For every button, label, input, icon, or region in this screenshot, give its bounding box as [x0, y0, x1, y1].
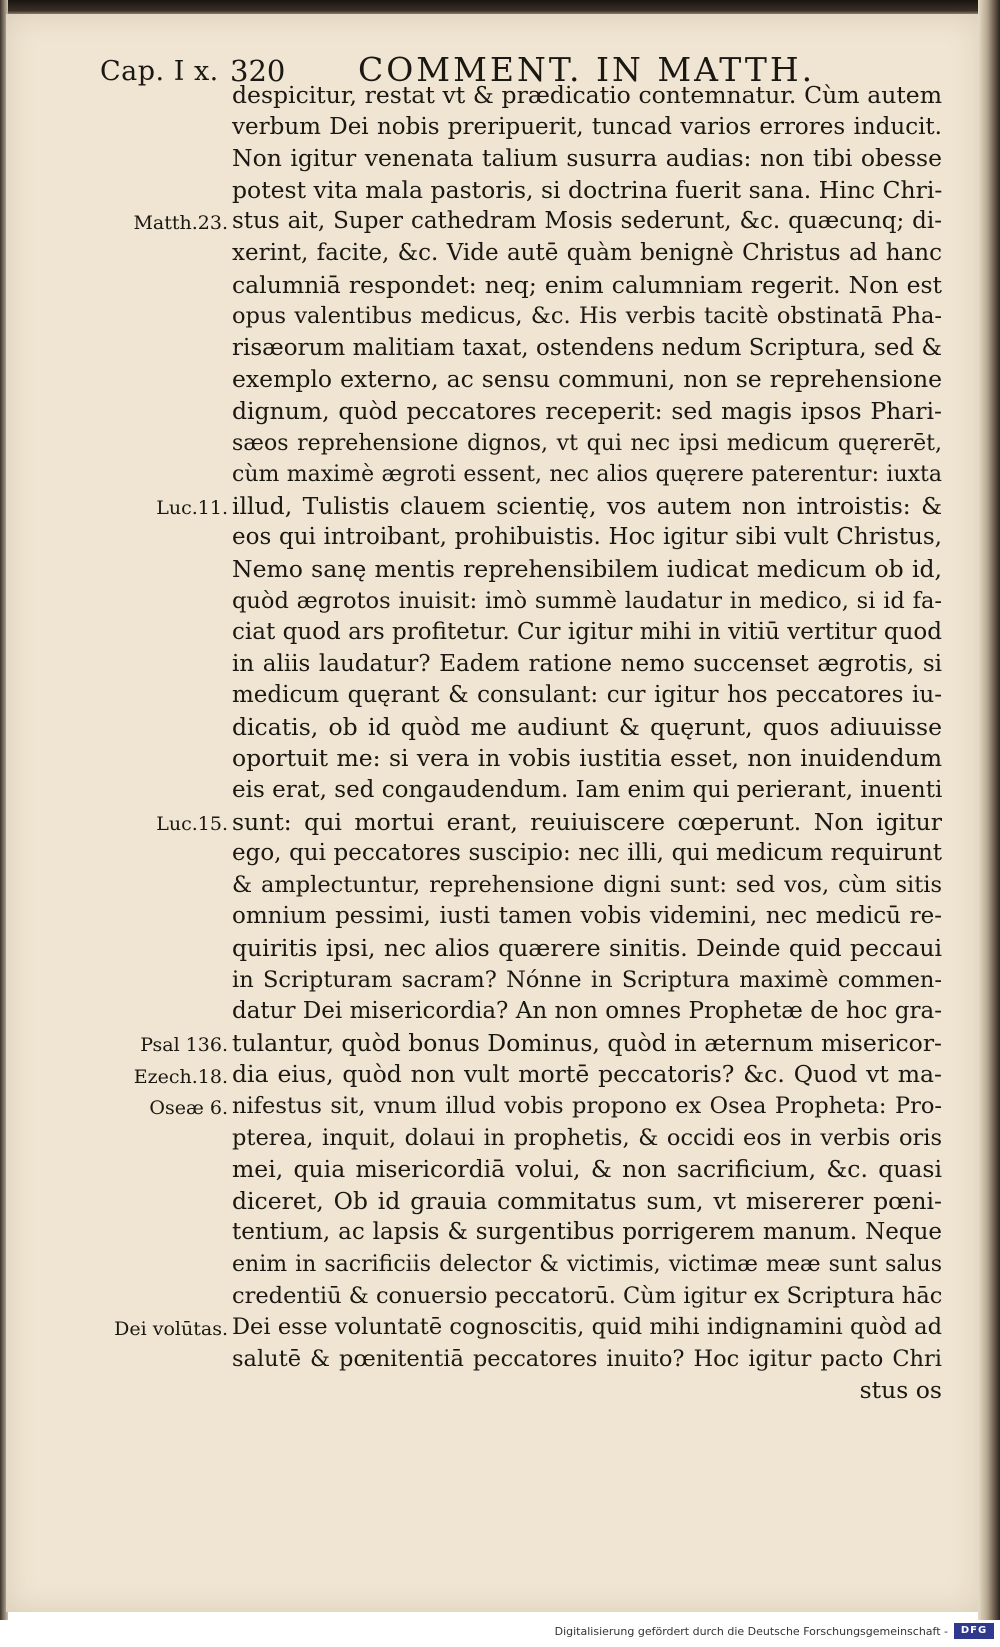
marginal-note: Matth.23. [133, 212, 228, 235]
text-line: Nemo sanę mentis reprehensibilem iudicat medicum ob id, [232, 554, 942, 583]
text-line: sæos reprehensione dignos, vt qui nec ipsi medicum quęrerēt, [232, 430, 942, 456]
body-text [232, 80, 942, 1407]
text-line: stus ait, Super cathedram Mosis sederunt, &c. quæcunq; di- [232, 208, 942, 235]
text-line: cùm maximè ægroti essent, nec alios quęrere paterentur: iuxta [232, 462, 942, 488]
text-line: quiritis ipsi, nec alios quærere sinitis. Deinde quid peccaui [232, 934, 942, 963]
chapter-label: Cap. I x. [100, 56, 219, 87]
text-line: tentium, ac lapsis & surgentibus porrigerem manum. Neque [232, 1219, 942, 1246]
text-line: risæorum malitiam taxat, ostendens nedum Scriptura, sed & [232, 334, 942, 361]
text-line: pterea, inquit, dolaui in prophetis, & occidi eos in verbis oris [232, 1124, 942, 1151]
marginal-note: Luc.15. [156, 812, 228, 835]
marginal-note: Ezech.18. [133, 1065, 228, 1088]
text-line: ego, qui peccatores suscipio: nec illi, qui medicum requirunt [232, 840, 942, 867]
text-line: Dei esse voluntatē cognoscitis, quid mihi indignamini quòd ad [232, 1314, 942, 1341]
text-line: despicitur, restat vt & prædicatio contemnatur. Cùm autem [232, 81, 942, 109]
text-line: quòd ægrotos inuisit: imò summè laudatur in medico, si id fa- [232, 587, 942, 614]
marginal-note: Oseæ 6. [149, 1097, 228, 1120]
text-line: verbum Dei nobis preripuerit, tuncad varios errores inducit. [232, 113, 942, 140]
footer-credit: Digitalisierung gefördert durch die Deutsche Forschungsgemeinschaft - [554, 1625, 948, 1638]
text-line: illud, Tulistis clauem scientię, vos autem non introistis: & [232, 491, 942, 520]
text-line: sunt: qui mortui erant, reuiuiscere cœperunt. Non igitur [232, 807, 942, 836]
text-line: oportuit me: si vera in vobis iustitia esset, non inuidendum [232, 744, 942, 773]
dfg-logo: DFG [954, 1623, 994, 1639]
text-line: opus valentibus medicus, &c. His verbis tacitè obstinatā Pha- [232, 303, 942, 330]
text-line: potest vita mala pastoris, si doctrina fuerit sana. Hinc Chri- [232, 175, 943, 204]
text-line: ciat quod ars profitetur. Cur igitur mihi in vitiū vertitur quod [232, 619, 942, 646]
text-line: in aliis laudatur? Eadem ratione nemo succenset ægrotis, si [232, 650, 942, 677]
text-line: eis erat, sed congaudendum. Iam enim qui perierant, inuenti [232, 777, 943, 804]
text-line: stus os [859, 1376, 942, 1405]
text-line: nifestus sit, vnum illud vobis propono ex Osea Propheta: Pro- [232, 1093, 942, 1119]
text-line: mei, quia misericordiā volui, & non sacrificium, &c. quasi [232, 1155, 942, 1184]
text-line: credentiū & conuersio peccatorū. Cùm igitur ex Scriptura hāc [232, 1282, 943, 1309]
text-line: exemplo externo, ac sensu communi, non se reprehensione [232, 365, 942, 394]
text-line: dicatis, ob id quòd me audiunt & quęrunt, quos adiuuisse [232, 712, 942, 741]
text-line: xerint, facite, &c. Vide autē quàm benignè Christus ad hanc [232, 239, 942, 266]
scan-edge-right [978, 0, 1000, 1620]
text-line: salutē & pœnitentiā peccatores inuito? Hoc igitur pacto Chri [232, 1345, 942, 1372]
text-line: eos qui introibant, prohibuistis. Hoc igitur sibi vult Christus, [232, 524, 942, 551]
text-line: calumniā respondet: neq; enim calumniam regerit. Non est [232, 270, 942, 299]
text-line: tulantur, quòd bonus Dominus, quòd in æternum misericor- [232, 1028, 942, 1057]
marginal-note: Psal 136. [140, 1034, 228, 1056]
marginal-note: Dei volūtas. [114, 1318, 228, 1341]
marginal-note: Luc.11. [156, 496, 228, 519]
text-line: in Scripturam sacram? Nónne in Scriptura maximè commen- [232, 966, 942, 993]
text-line: dignum, quòd peccatores receperit: sed magis ipsos Phari- [232, 396, 942, 425]
text-line: medicum quęrant & consulant: cur igitur hos peccatores iu- [232, 682, 942, 709]
text-line: dia eius, quòd non vult mortē peccatoris? &c. Quod vt ma- [232, 1060, 942, 1089]
text-line: omnium pessimi, iusti tamen vobis videmini, nec medicū re- [232, 903, 942, 930]
running-title: COMMENT. IN MATTH. [358, 50, 816, 89]
footer-strip [0, 1620, 1000, 1647]
text-line: diceret, Ob id grauia commitatus sum, vt misererer pœni- [232, 1186, 942, 1215]
text-line: datur Dei misericordia? An non omnes Prophetæ de hoc gra- [232, 998, 942, 1025]
text-line: & amplectuntur, reprehensione digni sunt: sed vos, cùm sitis [232, 871, 942, 898]
text-line: enim in sacrificiis delector & victimis, victimæ meæ sunt salus [232, 1251, 942, 1277]
text-line: Non igitur venenata talium susurra audias: non tibi obesse [232, 144, 942, 173]
page-number: 320 [230, 54, 286, 88]
